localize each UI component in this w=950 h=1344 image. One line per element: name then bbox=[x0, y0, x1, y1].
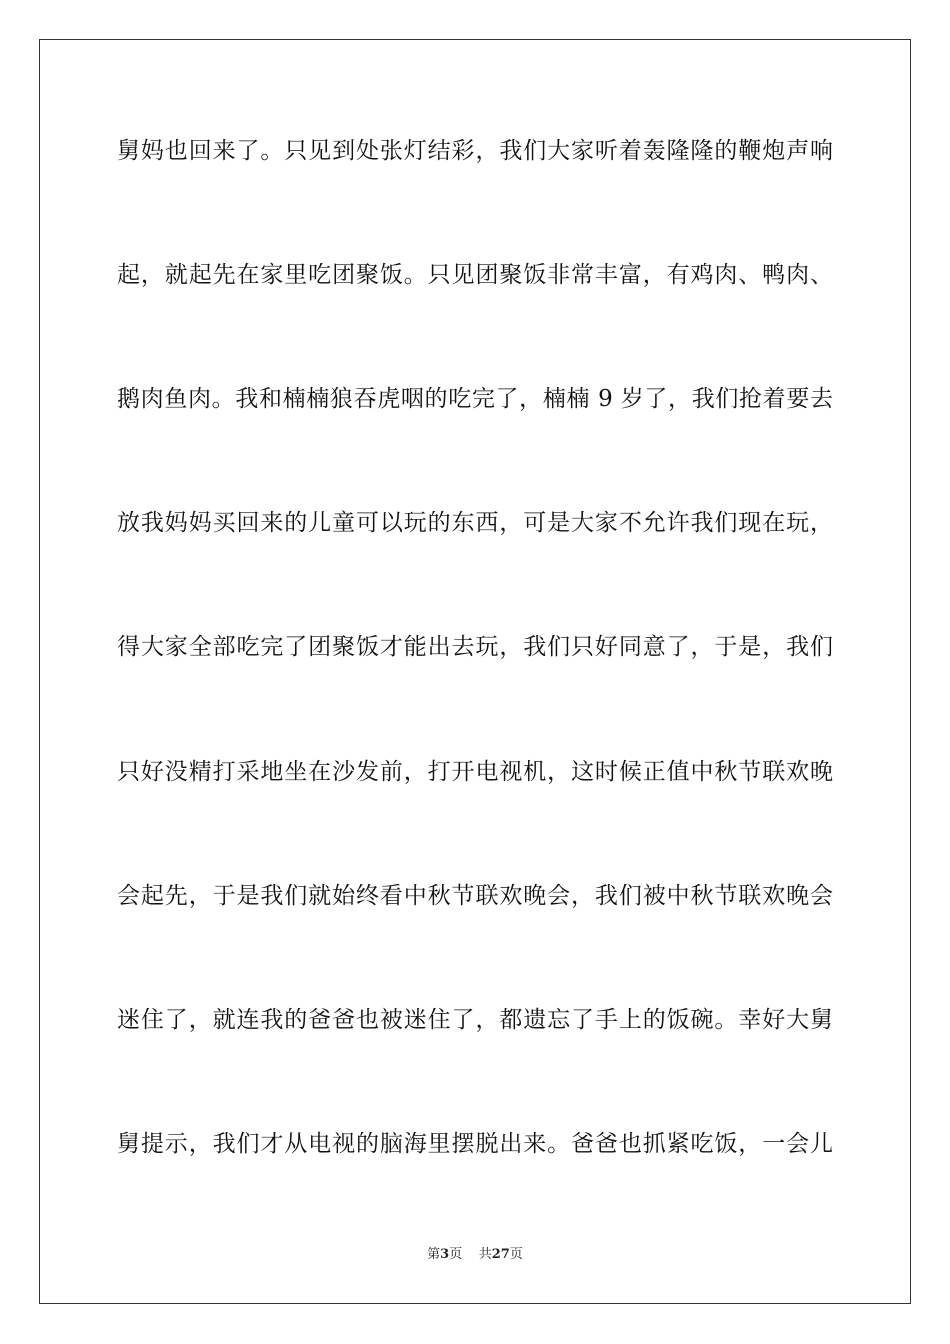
text-line: 迷住了，就连我的爸爸也被迷住了，都遗忘了手上的饭碗。幸好大舅 bbox=[117, 1007, 833, 1033]
page-footer bbox=[0, 1246, 950, 1264]
page-label-prefix: 第 bbox=[427, 1247, 441, 1262]
total-label-suffix: 页 bbox=[509, 1247, 523, 1262]
text-line: 鹅肉鱼肉。我和楠楠狼吞虎咽的吃完了，楠楠 9 岁了，我们抢着要去 bbox=[117, 386, 833, 412]
total-label-prefix: 共 bbox=[478, 1247, 492, 1262]
page-label-suffix: 页 bbox=[449, 1247, 463, 1262]
page-number: 3 bbox=[440, 1247, 450, 1262]
text-line: 舅提示，我们才从电视的脑海里摆脱出来。爸爸也抓紧吃饭，一会儿 bbox=[117, 1131, 833, 1157]
text-line: 起，就起先在家里吃团聚饭。只见团聚饭非常丰富，有鸡肉、鸭肉、 bbox=[117, 262, 833, 288]
text-line: 只好没精打采地坐在沙发前，打开电视机，这时候正值中秋节联欢晚 bbox=[117, 759, 833, 785]
text-line: 会起先，于是我们就始终看中秋节联欢晚会，我们被中秋节联欢晚会 bbox=[117, 883, 833, 909]
page-border bbox=[39, 39, 911, 1304]
text-line: 得大家全部吃完了团聚饭才能出去玩，我们只好同意了，于是，我们 bbox=[117, 634, 833, 660]
total-pages: 27 bbox=[491, 1247, 510, 1262]
text-line: 舅妈也回来了。只见到处张灯结彩，我们大家听着轰隆隆的鞭炮声响 bbox=[117, 138, 833, 164]
text-line: 放我妈妈买回来的儿童可以玩的东西，可是大家不允许我们现在玩， bbox=[117, 510, 833, 536]
